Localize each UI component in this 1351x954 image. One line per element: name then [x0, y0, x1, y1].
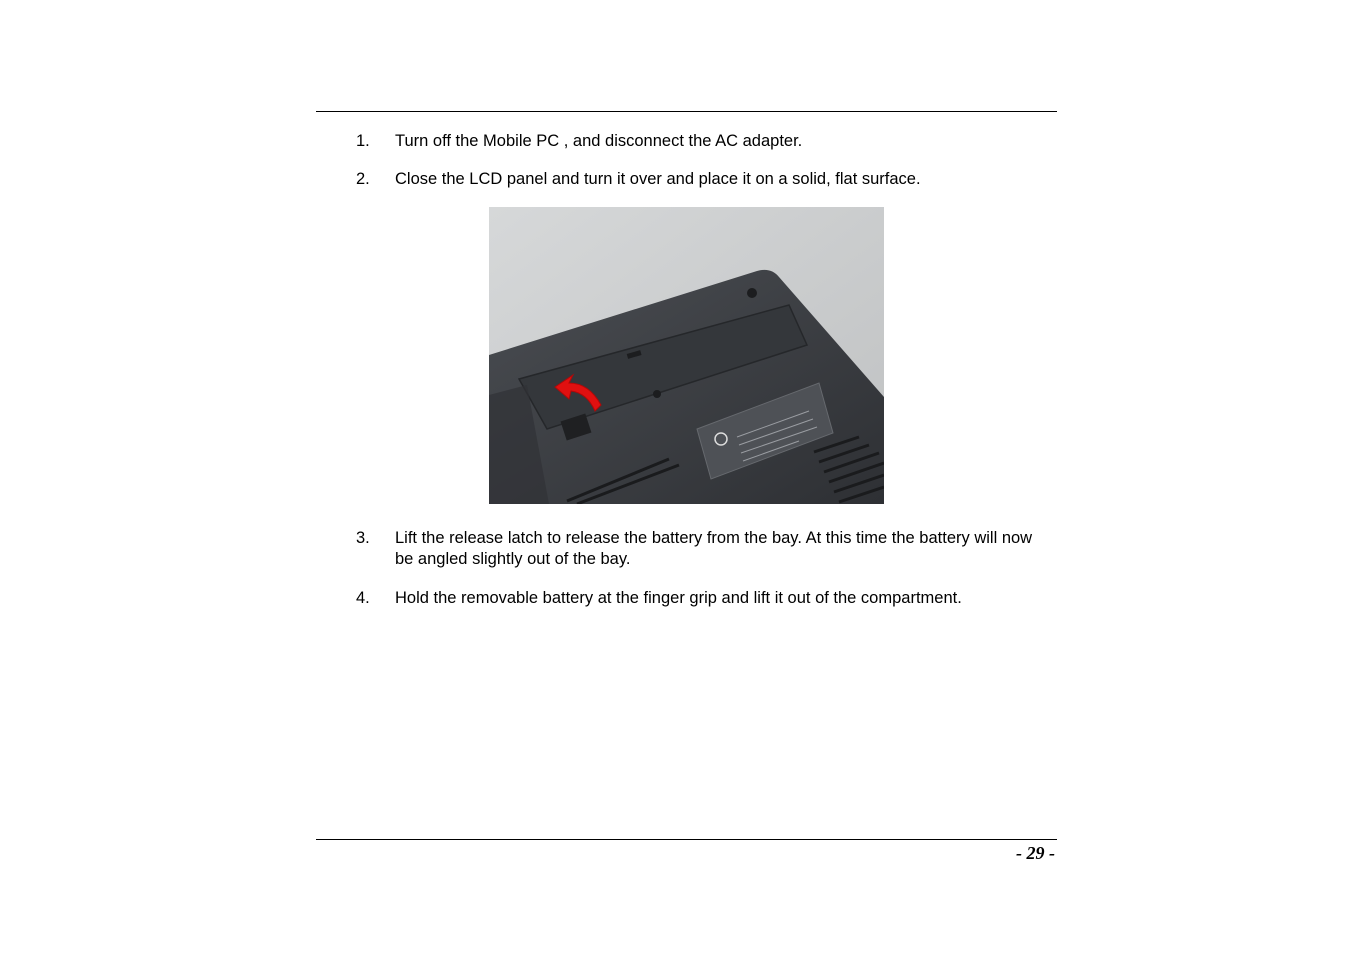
- header-rule: [316, 111, 1057, 112]
- footer-rule: [316, 839, 1057, 840]
- step-text: Turn off the Mobile PC , and disconnect the AC adapter.: [395, 132, 803, 150]
- step-text: Hold the removable battery at the finger grip and lift it out of the compartment.: [395, 589, 962, 607]
- step-number: 3.: [356, 529, 370, 547]
- step-text: Lift the release latch to release the battery from the bay. At this time the battery will now be angled slightly out of the bay.: [395, 529, 1033, 568]
- laptop-underside-photo: [489, 207, 884, 504]
- step-number: 4.: [356, 589, 370, 607]
- step-text: Close the LCD panel and turn it over and place it on a solid, flat surface.: [395, 170, 921, 188]
- step-number: 2.: [356, 170, 370, 188]
- page-number: - 29 -: [1016, 843, 1055, 863]
- step-number: 1.: [356, 132, 370, 150]
